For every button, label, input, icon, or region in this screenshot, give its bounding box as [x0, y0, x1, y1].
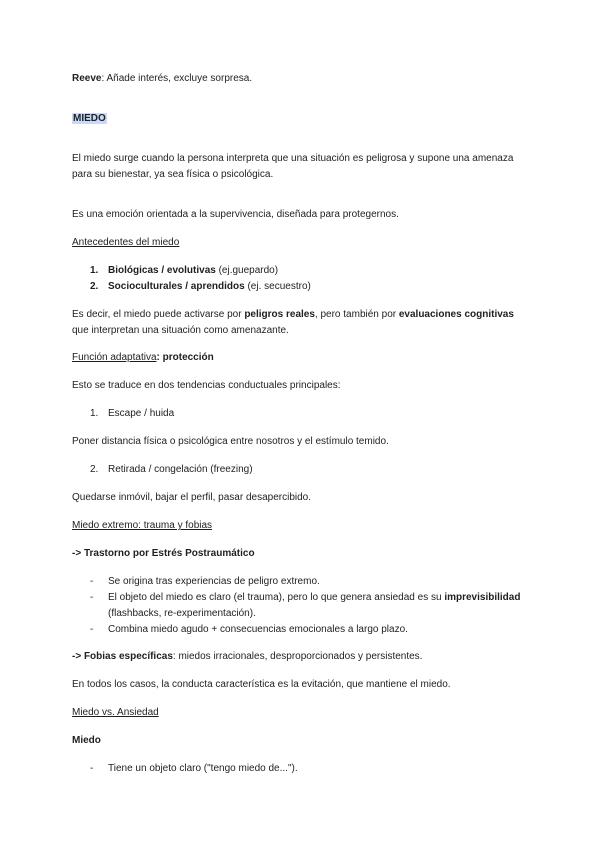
item-text: Escape / huida — [108, 408, 175, 419]
emotion-line: Es una emoción orientada a la supervivencia, diseñada para protegernos. — [72, 209, 399, 220]
item-rest: (ej. secuestro) — [244, 281, 311, 292]
tept-arrow: -> — [72, 548, 84, 559]
fobias-line — [72, 649, 422, 665]
dash-marker: - — [90, 576, 94, 587]
fobias-rest: : miedos irracionales, desproporcionados y persistentes. — [172, 651, 423, 662]
dash-marker: - — [90, 624, 94, 635]
activation-text-2: , pero también por — [314, 309, 399, 320]
tept-item-2 — [0, 590, 600, 622]
tendencia1-desc: Poner distancia física o psicológica entre nosotros y el estímulo temido. — [72, 436, 389, 447]
item-number: 1. — [90, 265, 99, 276]
vs-heading: Miedo vs. Ansiedad — [72, 707, 159, 718]
tendencia-item-2 — [0, 462, 600, 478]
reeve-label: Reeve — [72, 73, 102, 84]
tendencia-item-1 — [0, 406, 600, 422]
item-text: Retirada / congelación (freezing) — [108, 464, 253, 475]
fobias-title: Fobias específicas — [83, 651, 173, 662]
item-bold: Biológicas / evolutivas — [108, 265, 216, 276]
reeve-line — [72, 71, 252, 87]
funcion-sep: : — [156, 352, 163, 363]
evitacion-line: En todos los casos, la conducta característica es la evitación, que mantiene el miedo. — [72, 679, 451, 690]
item-text: Combina miedo agudo + consecuencias emocionales a largo plazo. — [108, 624, 408, 635]
antecedente-item-1 — [0, 263, 600, 279]
item-text: Se origina tras experiencias de peligro extremo. — [108, 576, 320, 587]
activation-bold-2: evaluaciones cognitivas — [398, 309, 514, 320]
activation-line-2: que interpretan una situación como amenazante. — [72, 325, 289, 336]
item-text: El objeto del miedo es claro (el trauma), pero lo que genera ansiedad es su — [108, 592, 445, 603]
item-number: 2. — [90, 281, 99, 292]
section-title-text: MIEDO — [73, 113, 106, 124]
funcion-bold: protección — [162, 352, 214, 363]
item-number: 2. — [90, 464, 99, 475]
antecedentes-heading: Antecedentes del miedo — [72, 237, 180, 248]
item-text: Tiene un objeto claro ("tengo miedo de..."). — [108, 763, 298, 774]
tendencias-intro: Esto se traduce en dos tendencias conductuales principales: — [72, 380, 341, 391]
extremo-heading: Miedo extremo: trauma y fobias — [72, 520, 213, 531]
item-number: 1. — [90, 408, 99, 419]
dash-marker: - — [90, 763, 94, 774]
miedo-item-1 — [0, 761, 600, 777]
tept-title: Trastorno por Estrés Postraumático — [83, 548, 255, 559]
section-title — [72, 111, 107, 127]
activation-bold-1: peligros reales — [244, 309, 315, 320]
item-bold: Socioculturales / aprendidos — [108, 281, 245, 292]
tept-heading — [72, 546, 255, 562]
miedo-subheading: Miedo — [72, 735, 101, 746]
funcion-line — [72, 350, 214, 366]
item-rest: (ej.guepardo) — [215, 265, 279, 276]
fobias-arrow: -> — [72, 651, 84, 662]
item-text-line-2: (flashbacks, re-experimentación). — [108, 608, 256, 619]
tept-item-3 — [0, 622, 600, 638]
intro-line-2: para su bienestar, ya sea física o psicológica. — [72, 169, 274, 180]
activation-line-1 — [72, 307, 514, 323]
antecedente-item-2 — [0, 279, 600, 295]
tept-item-1 — [0, 574, 600, 590]
item-bold: imprevisibilidad — [444, 592, 521, 603]
intro-line-1: El miedo surge cuando la persona interpreta que una situación es peligrosa y supone una amenaza — [72, 153, 514, 164]
tendencia2-desc: Quedarse inmóvil, bajar el perfil, pasar desapercibido. — [72, 492, 312, 503]
funcion-heading: Función adaptativa — [72, 352, 157, 363]
dash-marker: - — [90, 592, 94, 603]
activation-text-1: Es decir, el miedo puede activarse por — [72, 309, 245, 320]
reeve-text: : Añade interés, excluye sorpresa. — [101, 73, 253, 84]
